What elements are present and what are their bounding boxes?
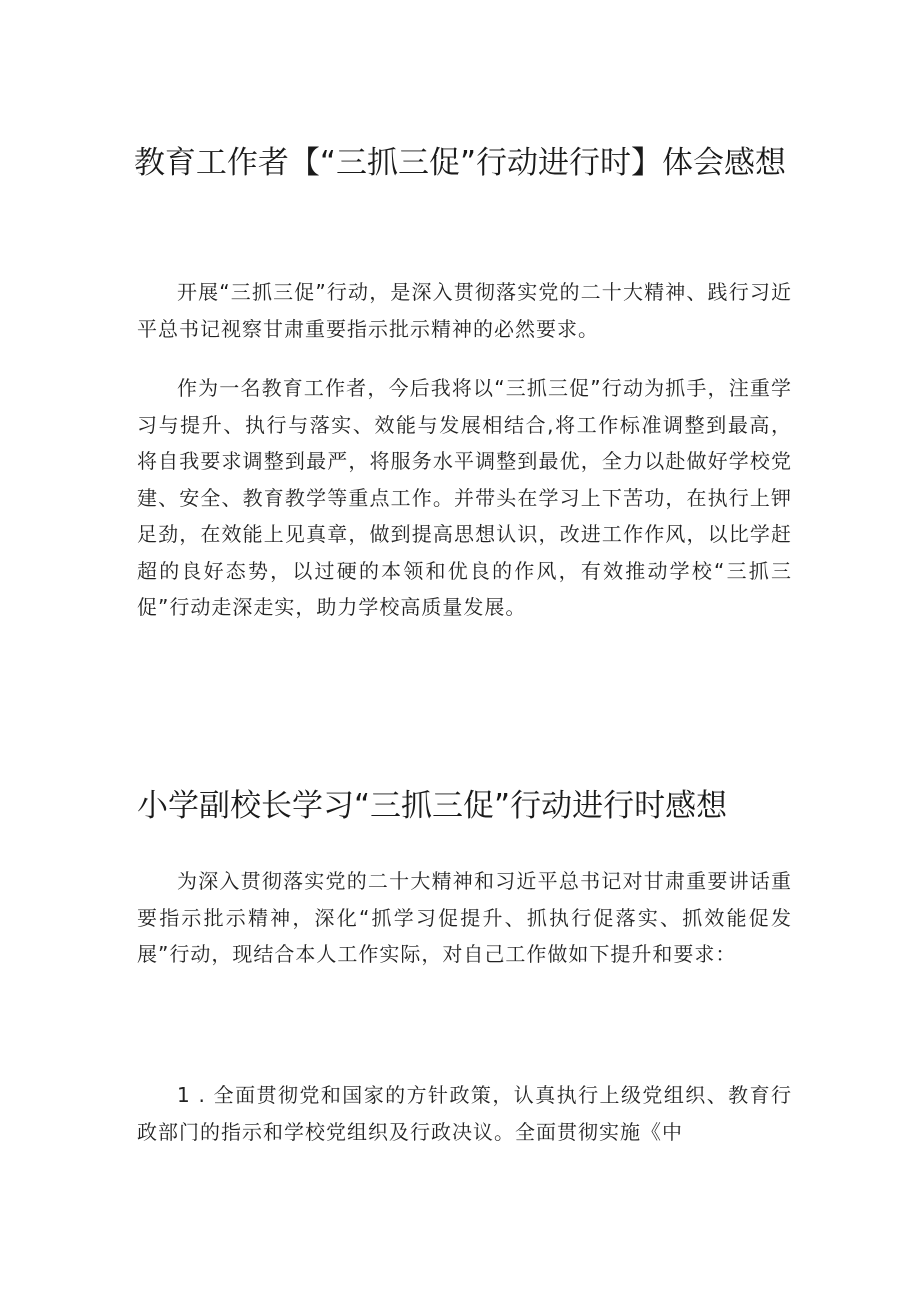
body-paragraph: 作为一名教育工作者，今后我将以“三抓三促”行动为抓手，注重学习与提升、执行与落实、效能与发展相结合,将工作标准调整到最高，将自我要求调整到最严，将服务水平调整到最优，全力以赴做好学校党建、安全、教育教学等重点工作。并带头在学习上下苦功，在执行上钾足劲，在效能上见真章，做到提高思想认识，改进工作作风，以比学赶超的良好态势，以过硬的本领和优良的作风，有效推动学校“三抓三促”行动走深走实，助力学校高质量发展。 [137, 376, 792, 619]
body-paragraph: 开展“三抓三促”行动，是深入贯彻落实党的二十大精神、践行习近平总书记视察甘肃重要指示批示精神的必然要求。 [137, 280, 792, 341]
section-paragraph: 为深入贯彻落实党的二十大精神和习近平总书记对甘肃重要讲话重要指示批示精神，深化“抓学习促提升、抓执行促落实、抓效能促发展”行动，现结合本人工作实际，对自己工作做如下提升和要求： [137, 869, 792, 966]
section-title: 小学副校长学习“三抓三促”行动进行时感想 [137, 788, 728, 824]
numbered-paragraph: 1 . 全面贯彻党和国家的方针政策，认真执行上级党组织、教育行政部门的指示和学校党组织及行政决议。全面贯彻实施《中 [137, 1083, 792, 1144]
document-title: 教育工作者【“三抓三促”行动进行时】体会感想 [133, 145, 787, 181]
